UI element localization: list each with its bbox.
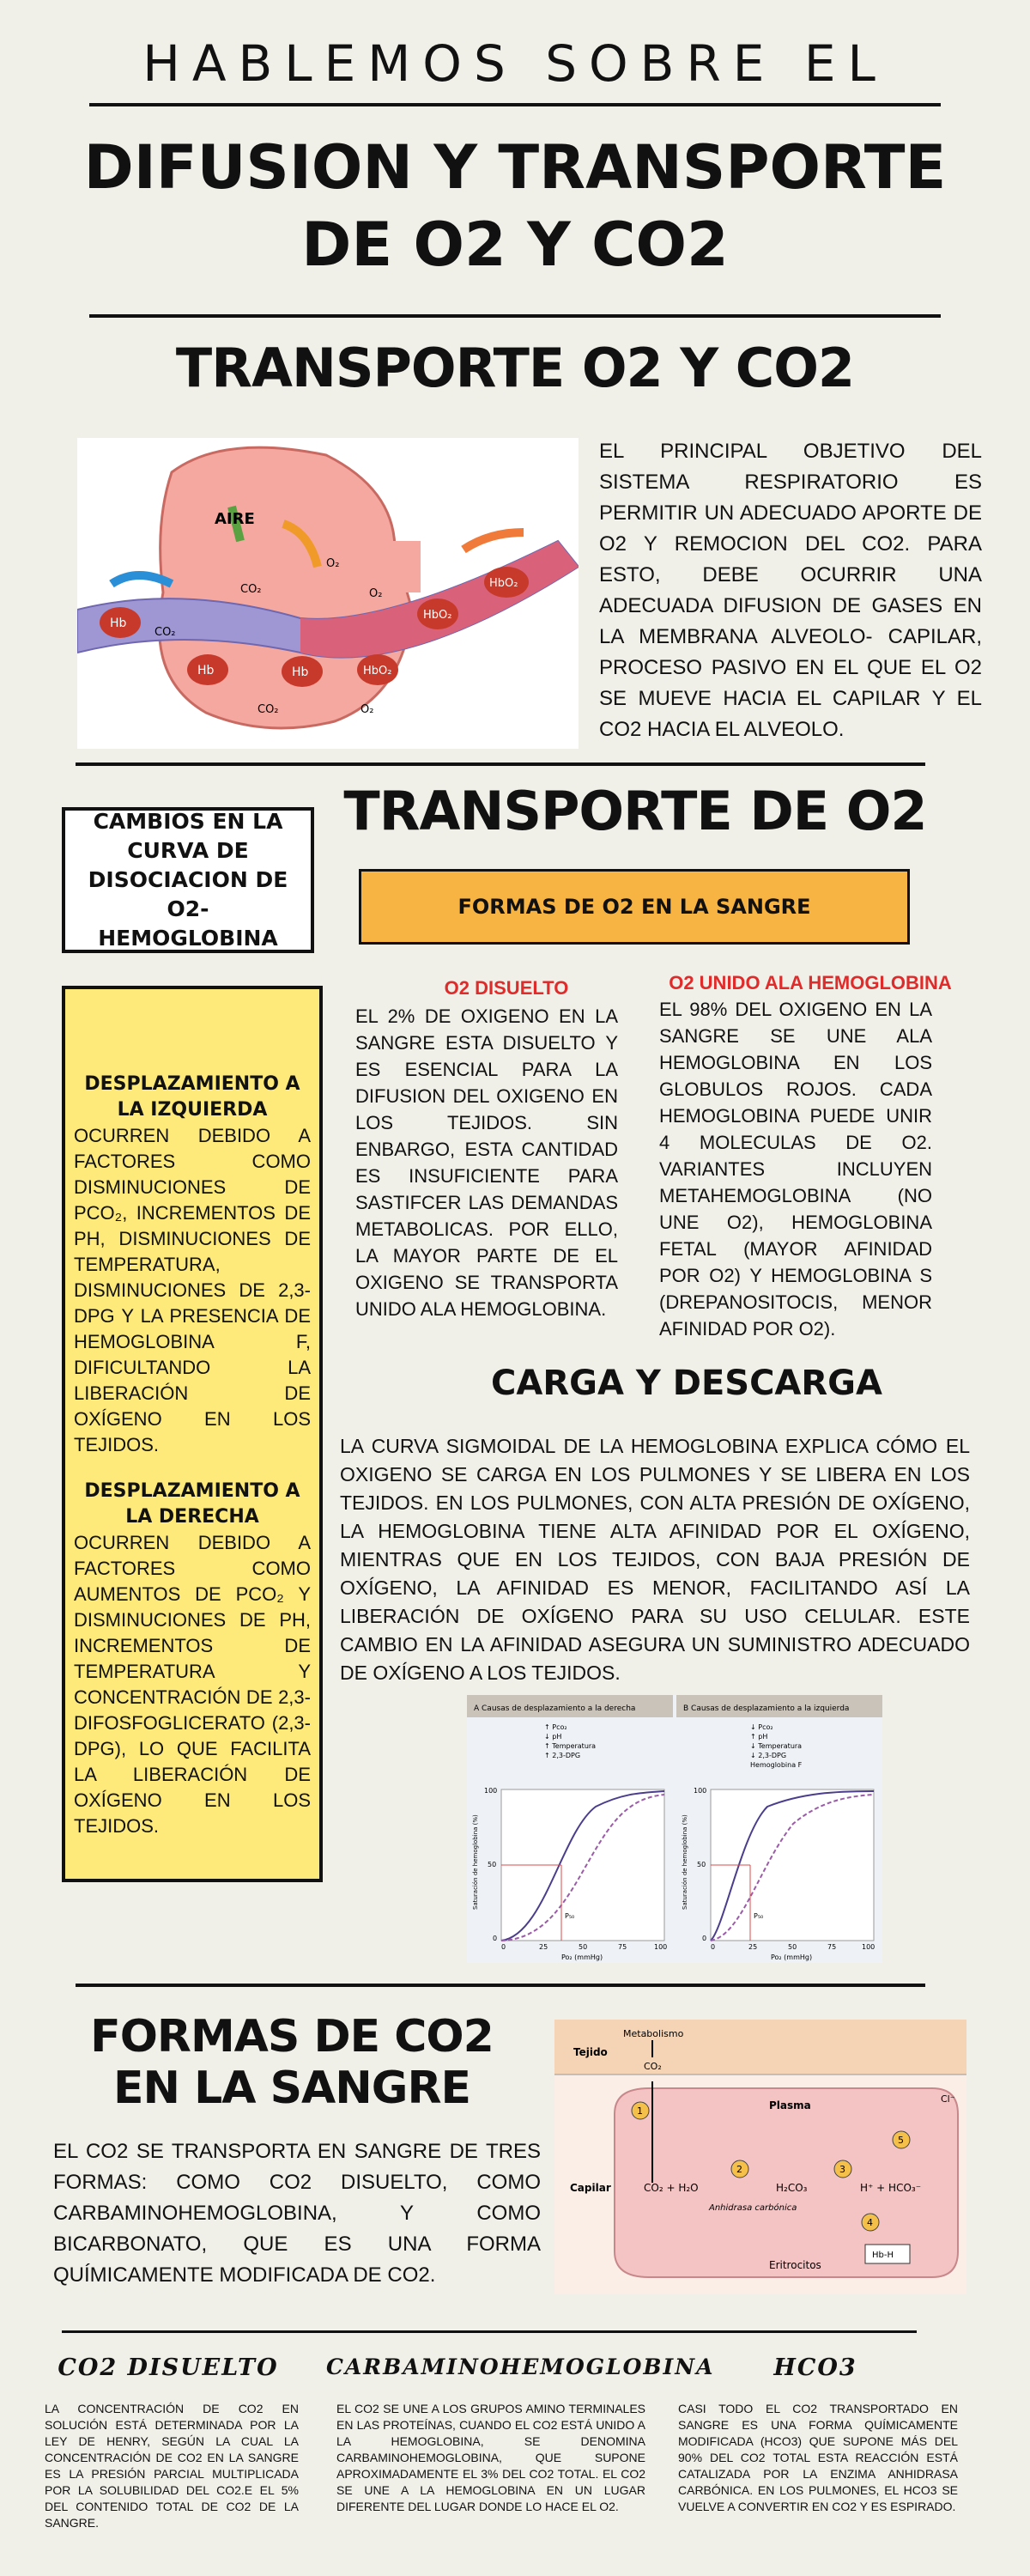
divider (89, 314, 941, 318)
carbamino-text: EL CO2 SE UNE A LOS GRUPOS AMINO TERMINALES EN LAS PROTEÍNAS, CUANDO EL CO2 ESTÁ UNIDO A LA HEMOGLOBINA, SE DENOMINA CARBAMINOHEMOGLOBINA, QUE SUPONE APROXIMADAMENTE EL 3% DEL CO2 TOTAL. EL CO2 SE UNE A LA HEMOGLOBINA EN UN LUGAR DIFERENTE DEL LUGAR DONDE LO HACE EL O2. (336, 2402, 645, 2513)
p50-label: P₅₀ (754, 1912, 764, 1920)
co2-disuelto-title: CO2 DISUELTO (58, 2354, 279, 2381)
intro-text: EL PRINCIPAL OBJETIVO DEL SISTEMA RESPIRATORIO ES PERMITIR UN ADECUADO APORTE DE O2 Y REMOCION DEL CO2. PARA ESTO, DEBE OCURRIR UNA ADECUADA DIFUSION DE GASES EN LA MEMBRANA ALVEOLO- CAPILAR, PROCESO PASIVO EN EL QUE EL O2 SE MUEVE HACIA EL CAPILAR Y EL CO2 HACIA EL ALVEOLO. (599, 440, 982, 741)
divider (76, 1984, 925, 1987)
y-tick: 100 (694, 1787, 707, 1795)
co2-disuelto-text: LA CONCENTRACIÓN DE CO2 EN SOLUCIÓN ESTÁ DETERMINADA POR LA LEY DE HENRY, SEGÚN LA CUAL LA CONCENTRACIÓN DE CO2 EN LA SANGRE ES LA PRESIÓN PARCIAL MULTIPLICADA POR LA SOLUBILIDAD DEL CO2.E EL 5% DEL CONTENIDO TOTAL DE CO2 DE LA SANGRE. (45, 2402, 299, 2530)
factor: ↓ pH (544, 1733, 562, 1741)
carbamino-title: CARBAMINOHEMOGLOBINA (326, 2354, 715, 2379)
page-title (34, 129, 996, 283)
left-shift-text: OCURREN DEBIDO A FACTORES COMO DISMINUCIONES DE PCO₂, INCREMENTOS DE PH, DISMINUCIONES DE TEMPERATURA, DISMINUCIONES DE 2,3-DPG Y LA PRESENCIA DE HEMOGLOBINA F, DIFICULTANDO LA LIBERACIÓN DE OXÍGENO EN LOS TEJIDOS. (74, 1125, 311, 1455)
alveolo-capilar-illustration (77, 438, 579, 749)
equation-reactants: CO₂ + H₂O (644, 2182, 699, 2194)
divider (89, 103, 941, 106)
hco3-text: CASI TODO EL CO2 TRANSPORTADO EN SANGRE ES UNA FORMA QUÍMICAMENTE MODIFICADA (HCO3) QUE SUPONE MÁS DEL 90% DEL CO2 TOTAL ESTA REACCIÓN ESTÁ CATALIZADA POR LA ENZIMA ANHIDRASA CARBÓNICA. EN LOS PULMONES, EL HCO3 SE VUELVE A CONVERTIR EN CO2 Y ES ESPIRADO. (678, 2402, 958, 2513)
factor: ↓ Temperatura (750, 1742, 803, 1750)
page-kicker: HABLEMOS SOBRE EL (142, 34, 888, 93)
section-heading-transporte: TRANSPORTE O2 Y CO2 (175, 337, 855, 399)
x-tick: 100 (654, 1943, 668, 1951)
tejido-label: Tejido (573, 2046, 608, 2058)
factor: ↓ 2,3-DPG (750, 1752, 787, 1759)
factor: ↑ Temperatura (544, 1742, 597, 1750)
x-tick: 50 (579, 1943, 588, 1951)
co2-label: CO₂ (644, 2061, 662, 2072)
o2-label: O₂ (326, 557, 340, 570)
x-tick: 25 (539, 1943, 548, 1951)
section-heading-co2 (52, 2011, 532, 2114)
metabolismo-label: Metabolismo (623, 2028, 684, 2039)
factor: ↑ 2,3-DPG (544, 1752, 581, 1759)
o2-dissolved-title: O2 DISUELTO (444, 977, 569, 999)
x-tick: 25 (748, 1943, 758, 1951)
o2-bound-text: EL 98% DEL OXIGENO EN LA SANGRE SE UNE ALA HEMOGLOBINA EN LOS GLOBULOS ROJOS. CADA HEMOGLOBINA PUEDE UNIR 4 MOLECULAS DE O2. VARIANTES INCLUYEN METAHEMOGLOBINA (NO UNE O2), HEMOGLOBINA FETAL (MAYOR AFINIDAD POR O2) Y HEMOGLOBINA S (DREPANOSITOCIS, MENOR AFINIDAD POR O2). (659, 999, 932, 1340)
o2-forms-banner: FORMAS DE O2 EN LA SANGRE (359, 869, 910, 945)
step-number: 4 (867, 2217, 873, 2228)
dissociation-curves (467, 1695, 882, 1963)
section-heading-carga: CARGA Y DESCARGA (491, 1364, 882, 1403)
dissociation-curve-figure (467, 1695, 882, 1963)
hbo2-label: HbO₂ (363, 665, 392, 677)
y-axis-label: Saturación de hemoglobina (%) (472, 1814, 479, 1910)
x-tick: 100 (862, 1943, 876, 1951)
o2-label: O₂ (360, 703, 374, 716)
factor: ↑ pH (750, 1733, 768, 1741)
alveolo-capilar-figure (77, 438, 579, 749)
anhidrasa-label: Anhidrasa carbónica (709, 2203, 797, 2213)
divider (76, 762, 925, 766)
right-shift-title: DESPLAZAMIENTO A LA DERECHA (84, 1480, 300, 1528)
co2-transport-diagram (554, 2020, 966, 2294)
page-title-line1: DIFUSION Y TRANSPORTE (83, 132, 947, 203)
co2-label: CO₂ (154, 626, 176, 639)
carga-text: LA CURVA SIGMOIDAL DE LA HEMOGLOBINA EXPLICA CÓMO EL OXIGENO SE CARGA EN LOS PULMONES Y SE LIBERA EN LOS TEJIDOS. EN LOS PULMONES, CON ALTA PRESIÓN DE OXÍGENO, LA HEMOGLOBINA TIENE ALTA AFINIDAD POR EL OXÍGENO, MIENTRAS QUE EN LOS TEJIDOS, CON BAJA PRESIÓN DE OXÍGENO, LA AFINIDAD ES MENOR, FACILITANDO ASÍ LA LIBERACIÓN DE OXÍGENO PARA SU USO CELULAR. ESTE CAMBIO EN LA AFINIDAD ASEGURA UN SUMINISTRO ADECUADO DE OXÍGENO A LOS TEJIDOS. (340, 1435, 970, 1684)
curve-changes-box: CAMBIOS EN LA CURVA DE DISOCIACION DE O2-HEMOGLOBINA (62, 807, 314, 953)
shift-panel (62, 986, 323, 1882)
plasma-label: Plasma (769, 2099, 811, 2111)
x-tick: 75 (827, 1943, 837, 1951)
y-tick: 50 (697, 1861, 706, 1868)
hb-label: Hb (292, 665, 309, 679)
hbo2-label: HbO₂ (423, 609, 452, 622)
step-number: 3 (839, 2164, 845, 2175)
panel-a-title: A Causas de desplazamiento a la derecha (474, 1704, 636, 1713)
y-tick: 50 (488, 1861, 497, 1868)
h2co3-label: H₂CO₃ (776, 2182, 808, 2194)
y-axis-label: Saturación de hemoglobina (%) (682, 1814, 688, 1910)
hb-label: Hb (197, 664, 215, 677)
page-title-line2: DE O2 Y CO2 (301, 210, 729, 280)
o2-dissolved-text: EL 2% DE OXIGENO EN LA SANGRE ESTA DISUELTO Y ES ESENCIAL PARA LA DIFUSION DEL OXIGENO EN LOS TEJIDOS. SIN ENBARGO, ESTA CANTIDAD ES INSUFICIENTE PARA SASTIFCER LAS DEMANDAS METABOLICAS. POR ELLO, LA MAYOR PARTE DE EL OXIGENO SE TRANSPORTA UNIDO ALA HEMOGLOBINA. (355, 1005, 618, 1320)
y-tick: 100 (484, 1787, 498, 1795)
hb-label: Hb (110, 617, 127, 630)
x-tick: 50 (788, 1943, 797, 1951)
y-tick: 0 (702, 1935, 707, 1942)
x-axis-label: Po₂ (mmHg) (771, 1953, 813, 1961)
chloride-label: Cl⁻ (941, 2093, 955, 2105)
co2-heading-line2: EN LA SANGRE (112, 2063, 471, 2114)
co2-transport-figure (554, 2020, 966, 2294)
step-number: 2 (736, 2164, 742, 2175)
aire-label: AIRE (215, 510, 255, 528)
factor: ↑ Pco₂ (544, 1723, 567, 1731)
x-tick: 0 (711, 1943, 716, 1951)
eritrocitos-label: Eritrocitos (769, 2259, 821, 2271)
factor: Hemoglobina F (750, 1761, 803, 1769)
o2-label: O₂ (369, 587, 383, 600)
co2-label: CO₂ (240, 583, 262, 596)
p50-label: P₅₀ (565, 1912, 575, 1920)
section-heading-o2: TRANSPORTE DE O2 (343, 780, 927, 842)
co2-heading-line1: FORMAS DE CO2 (90, 2011, 494, 2063)
x-axis-label: Po₂ (mmHg) (561, 1953, 603, 1961)
step-number: 5 (898, 2135, 904, 2146)
co2-forms-text: EL CO2 SE TRANSPORTA EN SANGRE DE TRES FORMAS: COMO CO2 DISUELTO, COMO CARBAMINOHEMOGLOBINA, Y COMO BICARBONATO, QUE ES UNA FORMA QUÍMICAMENTE MODIFICADA DE CO2. (53, 2140, 541, 2287)
o2-bound-title: O2 UNIDO ALA HEMOGLOBINA (669, 972, 952, 993)
co2-label: CO₂ (258, 703, 279, 716)
factor: ↓ Pco₂ (750, 1723, 773, 1731)
y-tick: 0 (493, 1935, 498, 1942)
panel-b-title: B Causas de desplazamiento a la izquierda (683, 1704, 850, 1713)
products-label: H⁺ + HCO₃⁻ (860, 2182, 922, 2194)
hbh-label: Hb-H (872, 2251, 894, 2260)
right-shift-text: OCURREN DEBIDO A FACTORES COMO AUMENTOS DE PCO₂ Y DISMINUCIONES DE PH, INCREMENTOS DE TEMPERATURA Y CONCENTRACIÓN DE 2,3-DIFOSFOGLICERATO (2,3-DPG), LO QUE FACILITA LA LIBERACIÓN DE OXÍGENO EN LOS TEJIDOS. (74, 1532, 311, 1837)
hco3-title: HCO3 (773, 2354, 857, 2381)
x-tick: 0 (501, 1943, 506, 1951)
x-tick: 75 (618, 1943, 627, 1951)
hbo2-label: HbO₂ (489, 577, 518, 590)
left-shift-title: DESPLAZAMIENTO A LA IZQUIERDA (84, 1073, 300, 1121)
step-number: 1 (637, 2105, 643, 2117)
capilar-label: Capilar (570, 2182, 611, 2194)
divider (62, 2330, 917, 2333)
